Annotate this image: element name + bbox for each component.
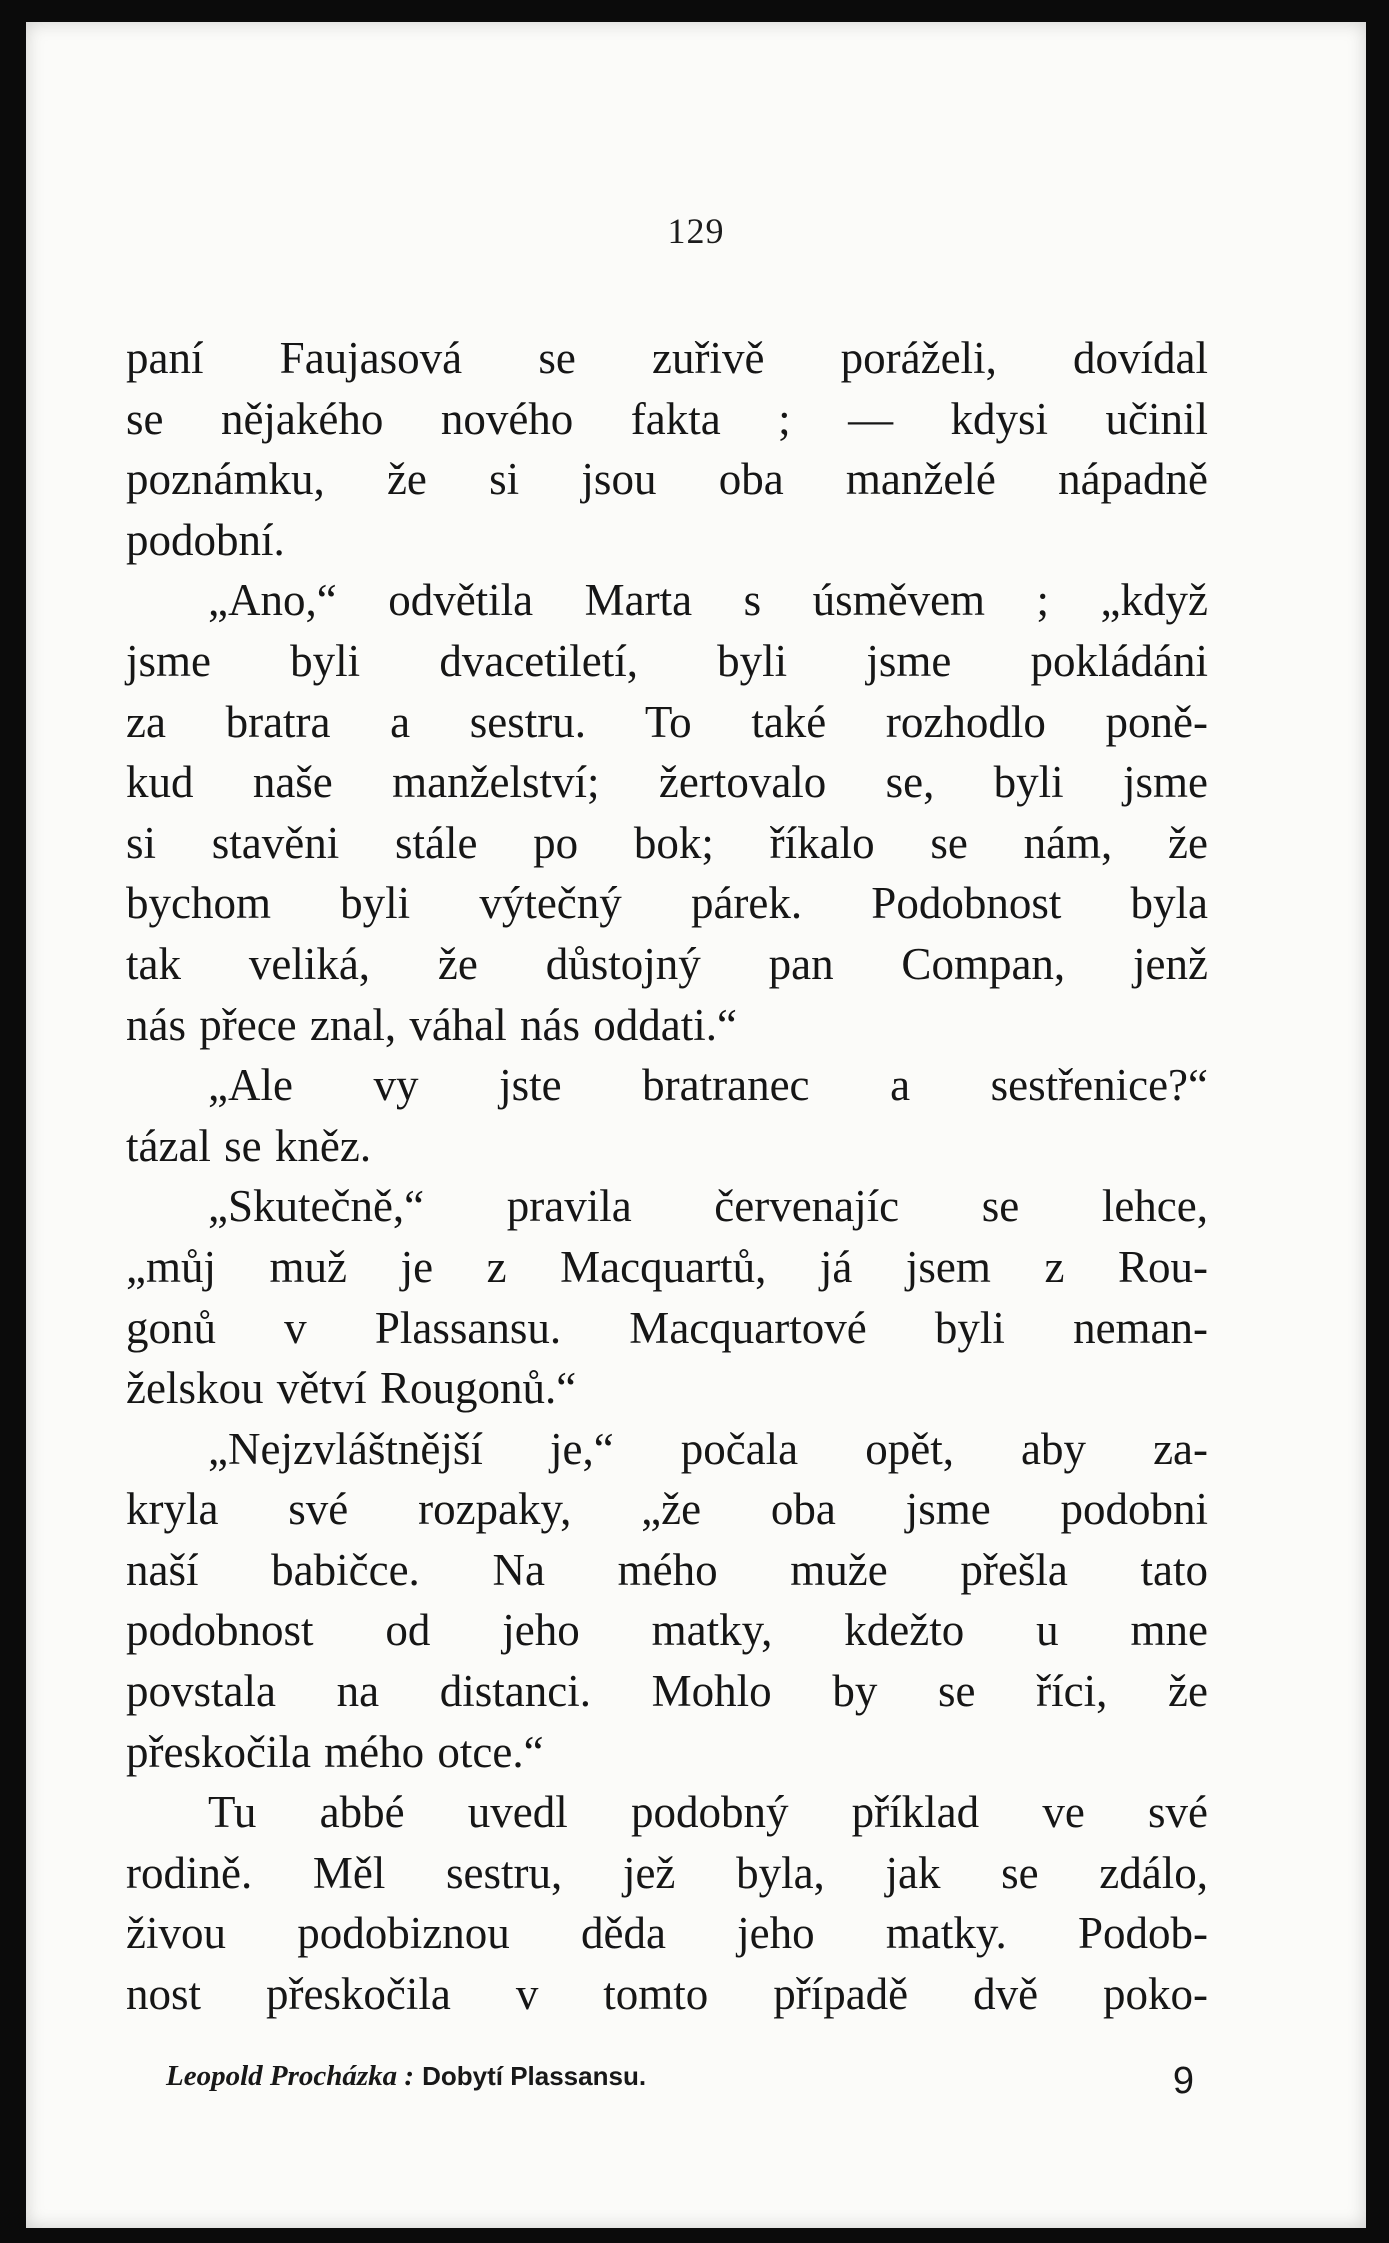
text-line: jsme byli dvacetiletí, byli jsme pokládáni — [126, 635, 1208, 686]
book-page — [26, 22, 1366, 2228]
text-line: nás přece znal, váhal nás oddati.“ — [126, 999, 737, 1050]
text-line: Tu abbé uvedl podobný příklad ve své — [208, 1787, 1208, 1838]
text-line: podobní. — [126, 514, 285, 565]
body-text — [126, 328, 1208, 2025]
text-line: podobnost od jeho matky, kdežto u mne — [126, 1605, 1208, 1656]
text-line: bychom byli výtečný párek. Podobnost byla — [126, 878, 1208, 929]
signature-mark: 9 — [1172, 2060, 1194, 2102]
text-line: rodině. Měl sestru, jež byla, jak se zdálo, — [126, 1847, 1208, 1898]
text-line: „můj muž je z Macquartů, já jsem z Rou- — [126, 1241, 1208, 1292]
page-number: 129 — [667, 211, 725, 251]
text-line: povstala na distanci. Mohlo by se říci, že — [126, 1666, 1208, 1717]
footer-book-title: Dobytí Plassansu. — [422, 2061, 647, 2091]
text-line: živou podobiznou děda jeho matky. Podob- — [126, 1908, 1208, 1959]
text-line: kryla své rozpaky, „že oba jsme podobni — [126, 1484, 1208, 1535]
text-line: nost přeskočila v tomto případě dvě poko- — [126, 1969, 1208, 2020]
text-line: se nějakého nového fakta ; — kdysi učinil — [126, 393, 1208, 444]
text-line: si stavěni stále po bok; říkalo se nám, že — [126, 817, 1208, 868]
text-line: za bratra a sestru. To také rozhodlo poně- — [126, 696, 1208, 747]
text-line: paní Faujasová se zuřivě poráželi, dovídal — [126, 333, 1208, 383]
text-line: naší babičce. Na mého muže přešla tato — [126, 1544, 1208, 1595]
text-line: poznámku, že si jsou oba manželé nápadně — [126, 454, 1208, 505]
page-footer — [166, 2060, 1206, 2116]
text-line: kud naše manželství; žertovalo se, byli jsme — [126, 757, 1208, 808]
text-line: tak veliká, že důstojný pan Compan, jenž — [126, 938, 1208, 989]
text-line: „Skutečně,“ pravila červenajíc se lehce, — [208, 1181, 1208, 1232]
text-line: „Nejzvláštnější je,“ počala opět, aby za- — [208, 1423, 1208, 1474]
text-line: „Ano,“ odvětila Marta s úsměvem ; „když — [208, 575, 1208, 626]
footer-author: Leopold Procházka : — [166, 2060, 415, 2092]
text-line: želskou větví Rougonů.“ — [126, 1363, 577, 1414]
text-line: přeskočila mého otce.“ — [126, 1726, 544, 1777]
text-line: gonů v Plassansu. Macquartové byli neman- — [126, 1302, 1208, 1353]
text-line: tázal se kněz. — [126, 1120, 372, 1171]
text-line: „Ale vy jste bratranec a sestřenice?“ — [208, 1060, 1208, 1111]
